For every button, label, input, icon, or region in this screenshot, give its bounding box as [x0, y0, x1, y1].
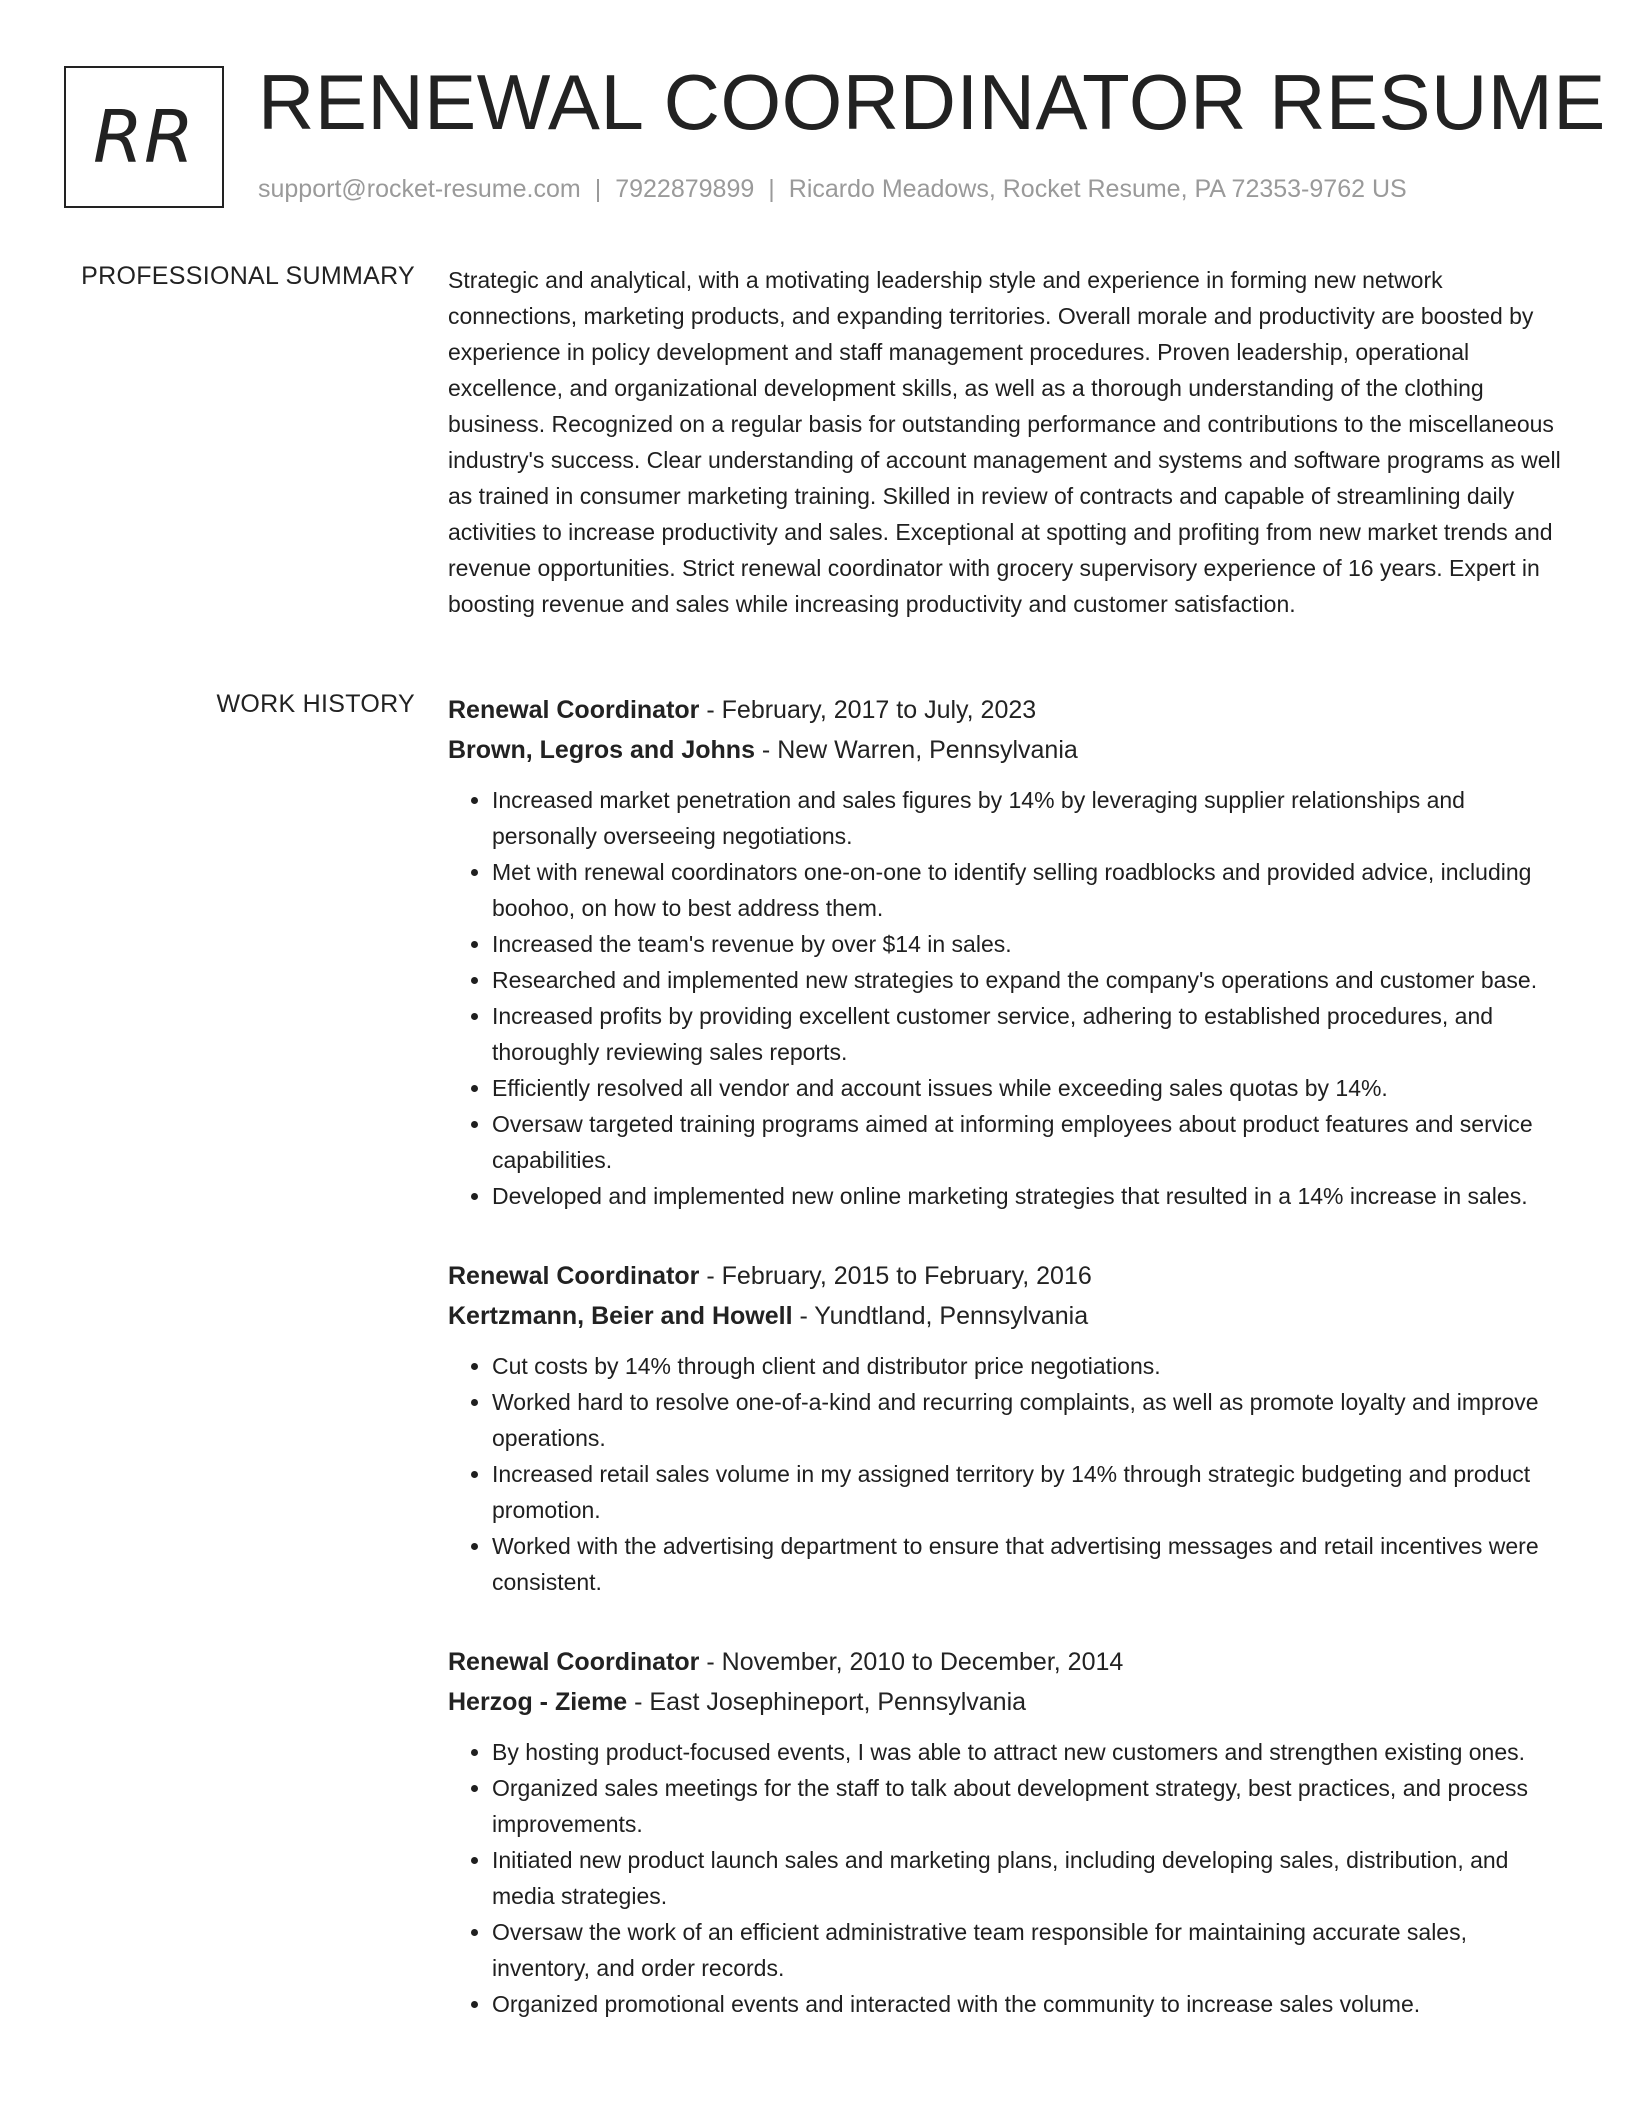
job-bullet: • Developed and implemented new online marketing strategies that resulted in a 14% increase in sales. — [492, 1178, 1568, 1214]
job-company-line — [448, 730, 1568, 770]
contact-phone[interactable]: 7922879899 — [615, 175, 755, 203]
resume-title: RENEWAL COORDINATOR RESUME — [258, 58, 1606, 146]
contact-line — [258, 175, 1407, 204]
job-dates: - February, 2015 to February, 2016 — [699, 1262, 1092, 1290]
contact-email[interactable]: support@rocket-resume.com — [258, 175, 581, 203]
job-title-line — [448, 690, 1568, 730]
job-bullets — [448, 782, 1568, 1214]
job-entry — [448, 1642, 1568, 2022]
job-bullet: • Initiated new product launch sales and marketing plans, including developing sales, distribution, and media strategies. — [492, 1842, 1568, 1914]
work-history-list — [448, 690, 1568, 2064]
job-bullets — [448, 1734, 1568, 2022]
job-dates: - February, 2017 to July, 2023 — [699, 696, 1037, 724]
job-bullet: • Increased profits by providing excellent customer service, adhering to established procedures, and thoroughly reviewing sales reports. — [492, 998, 1568, 1070]
job-bullet: • Increased the team's revenue by over $14 in sales. — [492, 926, 1568, 962]
job-bullet: • Increased retail sales volume in my assigned territory by 14% through strategic budgeting and product promotion. — [492, 1456, 1568, 1528]
job-bullet: • By hosting product-focused events, I was able to attract new customers and strengthen existing ones. — [492, 1734, 1568, 1770]
job-bullet: • Oversaw the work of an efficient administrative team responsible for maintaining accurate sales, inventory, and order records. — [492, 1914, 1568, 1986]
job-bullet: • Organized sales meetings for the staff to talk about development strategy, best practices, and process improvements. — [492, 1770, 1568, 1842]
section-label-summary: PROFESSIONAL SUMMARY — [81, 262, 415, 290]
section-label-work-history: WORK HISTORY — [216, 690, 415, 718]
job-dates: - November, 2010 to December, 2014 — [699, 1648, 1124, 1676]
monogram-logo: RR — [64, 66, 224, 208]
job-bullet: • Worked hard to resolve one-of-a-kind and recurring complaints, as well as promote loyalty and improve operations. — [492, 1384, 1568, 1456]
job-bullet: • Worked with the advertising department to ensure that advertising messages and retail incentives were consistent. — [492, 1528, 1568, 1600]
job-bullet: • Researched and implemented new strategies to expand the company's operations and customer base. — [492, 962, 1568, 998]
job-company-line — [448, 1682, 1568, 1722]
summary-text: Strategic and analytical, with a motivating leadership style and experience in forming new network connections, marketing products, and expanding territories. Overall morale and productivity are boosted by experience in policy development and staff management procedures. Proven leadership, operational excellence, and organizational development skills, as well as a thorough understanding of the clothing business. Recognized on a regular basis for outstanding performance and contributions to the miscellaneous industry's success. Clear understanding of account management and systems and software programs as well as trained in consumer marketing training. Skilled in review of contracts and capable of streamlining daily activities to increase productivity and sales. Exceptional at spotting and profiting from new market trends and revenue opportunities. Strict renewal coordinator with grocery supervisory experience of 16 years. Expert in boosting revenue and sales while increasing productivity and customer satisfaction. — [448, 267, 1561, 617]
job-bullet: • Cut costs by 14% through client and distributor price negotiations. — [492, 1348, 1568, 1384]
job-bullet: • Organized promotional events and interacted with the community to increase sales volume. — [492, 1986, 1568, 2022]
job-role: Renewal Coordinator — [448, 1648, 700, 1676]
job-entry — [448, 1256, 1568, 1600]
job-bullet: • Increased market penetration and sales figures by 14% by leveraging supplier relationships and personally overseeing negotiations. — [492, 782, 1568, 854]
job-company: Kertzmann, Beier and Howell — [448, 1302, 793, 1330]
job-location: - Yundtland, Pennsylvania — [792, 1302, 1089, 1330]
job-bullet: • Oversaw targeted training programs aimed at informing employees about product features and service capabilities. — [492, 1106, 1568, 1178]
job-bullet: • Efficiently resolved all vendor and account issues while exceeding sales quotas by 14%. — [492, 1070, 1568, 1106]
job-role: Renewal Coordinator — [448, 696, 700, 724]
contact-separator: | — [768, 175, 775, 203]
job-title-line — [448, 1256, 1568, 1296]
job-title-line — [448, 1642, 1568, 1682]
job-entry — [448, 690, 1568, 1214]
job-role: Renewal Coordinator — [448, 1262, 700, 1290]
contact-address: Ricardo Meadows, Rocket Resume, PA 72353-9762 US — [788, 175, 1407, 203]
job-company: Herzog - Zieme — [448, 1688, 628, 1716]
job-bullets — [448, 1348, 1568, 1600]
job-company: Brown, Legros and Johns — [448, 736, 755, 764]
job-location: - East Josephineport, Pennsylvania — [627, 1688, 1027, 1716]
job-location: - New Warren, Pennsylvania — [754, 736, 1078, 764]
contact-separator: | — [594, 175, 602, 203]
job-bullet: • Met with renewal coordinators one-on-one to identify selling roadblocks and provided advice, including boohoo, on how to best address them. — [492, 854, 1568, 926]
job-company-line — [448, 1296, 1568, 1336]
